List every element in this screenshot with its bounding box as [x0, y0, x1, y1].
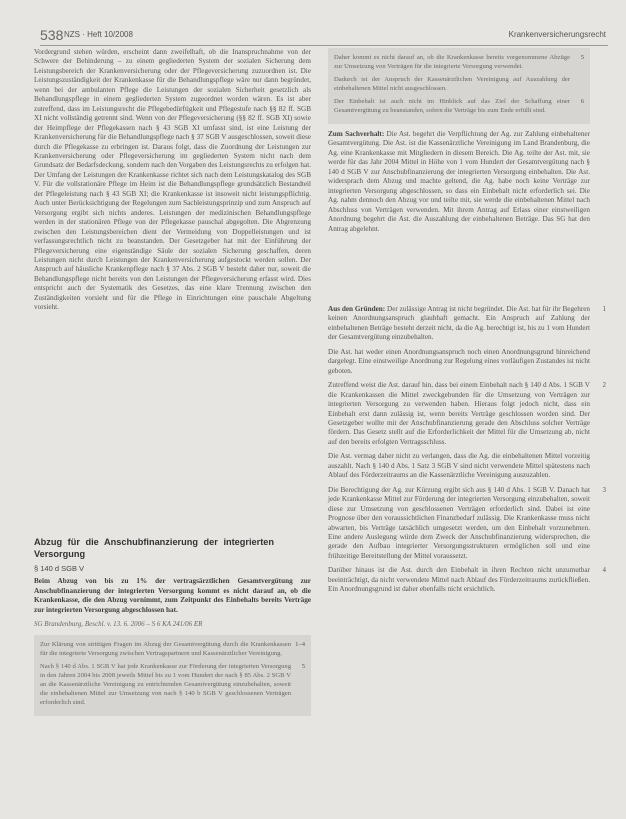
headnote-text: Zur Klärung von strittigen Fragen im Abzug der Gesamtvergütung durch die Krankenkassen für die integrierte Versorgung zwischen Vertragspartnern und Kassenärztlicher Vereinigung. — [40, 640, 291, 657]
statute-reference: § 140 d SGB V — [34, 564, 85, 573]
journal-title: Krankenversicherungsrecht — [508, 30, 606, 39]
left-column — [34, 48, 311, 716]
headnote-box-right — [328, 48, 590, 124]
reasons-lead: Aus den Gründen: — [328, 305, 386, 313]
reasons-paragraph — [328, 485, 606, 562]
headnote-item — [334, 53, 584, 71]
reasons-paragraph — [328, 348, 590, 376]
margin-number: 3 — [602, 485, 606, 494]
facts-text: Die Ast. begehrt die Verpflichtung der Ag. zur Zahlung einbehaltener Gesamtvergütung. Die Ast. ist die Kassenärztliche Vereinigung im Land Brandenburg, die Ag. eine Krankenkasse mit Mitgliedern in diesem Bereich. Die Ag. teilte der Ast. mit, sie werde für das Jahr 2004 Mittel in Höhe von 1 vom Hundert der Gesamtvergütung nach § 140 d SGB V zur Anschubfinanzierung der integrierten Versorgung einbehalten. Die Ast. widersprach dem Abzug und machte geltend, die Ag. habe noch keine Verträge zur integrierten Versorgung abgeschlossen, so dass ein Einbehalt nicht erforderlich sei. Die Ag. nahm dennoch den Abzug vor und teilte mit, sie werde die einbehaltenen Mittel nach Abschluss von Verträgen verwenden. Mit ihrem Antrag auf Erlass einer einstweiligen Anordnung begehrt die Ast. die Auszahlung der einbehaltenen Beträge. Das SG hat den Antrag abgelehnt. — [328, 130, 590, 233]
page-header — [40, 27, 606, 44]
headnote-item — [40, 662, 305, 707]
headnote-item — [334, 97, 584, 115]
section-heading: Abzug für die Anschubfinanzierung der integrierten Versorgung — [34, 537, 274, 559]
header-rule — [40, 45, 608, 46]
facts-paragraph — [328, 130, 590, 300]
margin-number: 6 — [580, 98, 584, 105]
headnote-text: Der Einbehalt ist auch nicht im Hinblick auf das Ziel der Schaffung einer Gesamtvergütung zu beanstanden, sofern die Verträge bis zum Ende erfüllt sind. — [334, 98, 570, 114]
reasons-text: Der zulässige Antrag ist nicht begründet. Die Ast. hat für ihr Begehren keinen Anordnungsanspruch glaubhaft gemacht. Ein Anspruch auf Zahlung der einbehaltenen Beträge besteht derzeit nicht, da die Ag. berechtigt ist, bis zu 1 vom Hundert der Gesamtvergütung einzubehalten. — [328, 305, 591, 342]
page-number: 538 — [40, 27, 64, 43]
reasons-paragraph — [328, 566, 606, 594]
margin-number: 1–4 — [295, 640, 305, 648]
body-text: Vordergrund stehen würden, erscheint dann zweifelhaft, ob die Inanspruchnahme von der Schwere der Behinderung – zu einem gegliederten System der sozialen Sicherung dem Leistungsbereich der Krankenversicherung oder der Pflegeversicherung zuzuordnen ist. Die Leistungszuständigkeit der Krankenkasse für die Behandlungspflege wäre nur dann begründet, wenn bei der ambulanten Pflege die Leistungen der sozialen Sicherheit gesetzlich als Behandlungspflege in einem gegliederten System zugeordnet worden wären. Es ist aber zutreffend, dass im Leistungsrecht die Pflegebedürftigkeit und Pflegestufe nach §§ 82 ff. SGB XI nicht vollständig getrennt sind. Wenn von der Pflegeversicherung (§§ 82 ff. SGB XI) sowie der Heimpflege der Pflegekassen nach § 43 SGB XI umfasst sind, ist eine Leistung der Krankenversicherung für die Behandlungspflege nach § 37 SGB V ausgeschlossen, soweit diese durch die Pflegekasse zu erbringen ist. Daraus folgt, dass die Zuordnung der Leistungen zur Krankenversicherung oder Pflegeversicherung im gegliederten System nicht nach dem Grundsatz der Bedarfsdeckung, sondern nach den Vorgaben des Leistungsrechts zu erfolgen hat. Der Umfang der Leistungen der Krankenkasse richtet sich nach dem Leistungskatalog des SGB V. Für die vollstationäre Pflege im Heim ist die Behandlungspflege grundsätzlich Bestandteil der Pflegeleistung nach § 43 SGB XI; die Krankenkasse ist insoweit nicht leistungspflichtig. Auch unter Berücksichtigung der Regelungen zum Sachleistungsprinzip und zum Anspruch auf Versorgung ergibt sich nichts anderes. Leistungen der medizinischen Behandlungspflege werden in der stationären Pflege von der Pflegekasse pauschal abgegolten. Die Abgrenzung zwischen den Leistungsbereichen dient der Vermeidung von Doppelleistungen und ist verfassungsrechtlich nicht zu beanstanden. Der Gesetzgeber hat mit der Einführung der Pflegeversicherung eine eigenständige Säule der sozialen Sicherung geschaffen, deren Leistungen nicht durch Leistungen der Krankenversicherung aufgestockt werden sollen. Der Anspruch auf häusliche Krankenpflege nach § 37 Abs. 2 SGB V besteht daher nur, soweit die Behandlungspflege nicht bereits von den Leistungen der Pflegeversicherung erfasst wird. Dies entspricht auch der Systematik des Gesetzes, das eine klare Trennung zwischen den Zuständigkeiten vorsieht und für die Pflege in Einrichtungen eine pauschale Abgeltung vorsieht. — [34, 48, 311, 312]
headnote-text: Daher kommt es nicht darauf an, ob die Krankenkasse bereits vorgenommene Abzüge zur Umsetzung von Verträgen für die integrierte Versorgung verwendet. — [334, 54, 570, 70]
margin-number: 5 — [301, 662, 305, 670]
headnote-item — [40, 640, 305, 658]
margin-number: 2 — [602, 381, 606, 390]
facts-lead: Zum Sachverhalt: — [328, 130, 385, 138]
issue-label: NZS · Heft 10/2008 — [64, 30, 133, 39]
headnote-item — [334, 75, 584, 93]
reasons-text: Die Ast. vermag daher nicht zu verlangen, dass die Ag. die einbehaltenen Mittel vorzeitig auszahlt. Nach § 140 d Abs. 1 Satz 3 SGB V sind nicht verwendete Mittel spätestens nach Ablauf des Förderzeitraums an die Kassenärztliche Vereinigung auszuzahlen. — [328, 452, 590, 480]
headnote-lead: Beim Abzug von bis zu 1% der vertragsärztlichen Gesamtvergütung zur Anschubfinanzierung der integrierten Versorgung kommt es nicht darauf an, ob die Krankenkasse, die den Abzug vornimmt, zum Zeitpunkt des Einbehalts bereits Verträge zur integrierten Versorgung abgeschlossen hat. — [34, 577, 311, 614]
reasons-text: Die Berechtigung der Ag. zur Kürzung ergibt sich aus § 140 d Abs. 1 SGB V. Danach hat jede Krankenkasse Mittel zur Förderung der integrierten Versorgung einzubehalten, soweit diese zur Umsetzung von geschlossenen Verträgen erforderlich sind. Dabei ist eine Prognose über den voraussichtlichen Finanzbedarf zulässig. Die Krankenkasse muss nicht abwarten, bis Verträge tatsächlich umgesetzt werden, um den Einbehalt vorzunehmen. Eine andere Auslegung würde dem Zweck der Anschubfinanzierung widersprechen, die gerade den Aufbau integrierter Versorgungsstrukturen ermöglichen soll und eine frühzeitige Bereitstellung der Mittel voraussetzt. — [328, 485, 590, 560]
margin-number: 5 — [580, 54, 584, 61]
reasons-paragraph — [328, 305, 606, 343]
headnote-box — [34, 635, 311, 716]
margin-number: 4 — [602, 566, 606, 575]
reasons-text: Zutreffend weist die Ast. darauf hin, dass bei einem Einbehalt nach § 140 d Abs. 1 SGB V die Krankenkassen die Mittel zweckgebunden für die Umsetzung von Verträgen zur integrierten Versorgung zu verwenden haben. Hieraus folgt jedoch nicht, dass ein Einbehalt erst dann zulässig ist, wenn bereits Verträge geschlossen worden sind. Der Gesetzgeber wollte mit der Anschubfinanzierung gerade den Abschluss solcher Verträge fördern. Das Gesetz stellt auf die Erforderlichkeit der Mittel für die Umsetzung ab, nicht auf den bereits erfolgten Vertragsschluss. — [328, 381, 590, 446]
margin-number: 1 — [602, 305, 606, 313]
court-citation: SG Brandenburg, Beschl. v. 13. 6. 2006 – S 6 KA 241/06 ER — [34, 620, 203, 629]
reasons-paragraph — [328, 381, 606, 447]
right-column — [328, 48, 606, 600]
reasons-paragraph — [328, 452, 590, 480]
reasons-text: Die Ast. hat weder einen Anordnungsanspruch noch einen Anordnungsgrund hinreichend dargelegt. Eine einstweilige Anordnung zur Regelung eines vorläufigen Zustandes ist nicht geboten. — [328, 347, 590, 375]
headnote-text: Nach § 140 d Abs. 1 SGB V hat jede Krankenkasse zur Förderung der integrierten Versorgung in den Jahren 2004 bis 2008 jeweils Mittel bis zu 1 vom Hundert der nach § 85 Abs. 2 SGB V an die Kassenärztliche Vereinigung zu entrichtenden Gesamtvergütung einzubehalten, soweit die einbehaltenen Mittel zur Umsetzung von nach § 140 b SGB V geschlossenen Verträgen erforderlich sind. — [40, 662, 291, 706]
reasons-text: Darüber hinaus ist die Ast. durch den Einbehalt in ihren Rechten nicht unzumutbar beeinträchtigt, da nicht verwendete Mittel nach Ablauf des Förderzeitraums zurückfließen. Ein Anordnungsgrund ist daher ebenfalls nicht ersichtlich. — [328, 566, 590, 594]
headnote-text: Dadurch ist der Anspruch der Kassenärztlichen Vereinigung auf Auszahlung der einbehaltenen Mittel nicht ausgeschlossen. — [334, 76, 570, 92]
